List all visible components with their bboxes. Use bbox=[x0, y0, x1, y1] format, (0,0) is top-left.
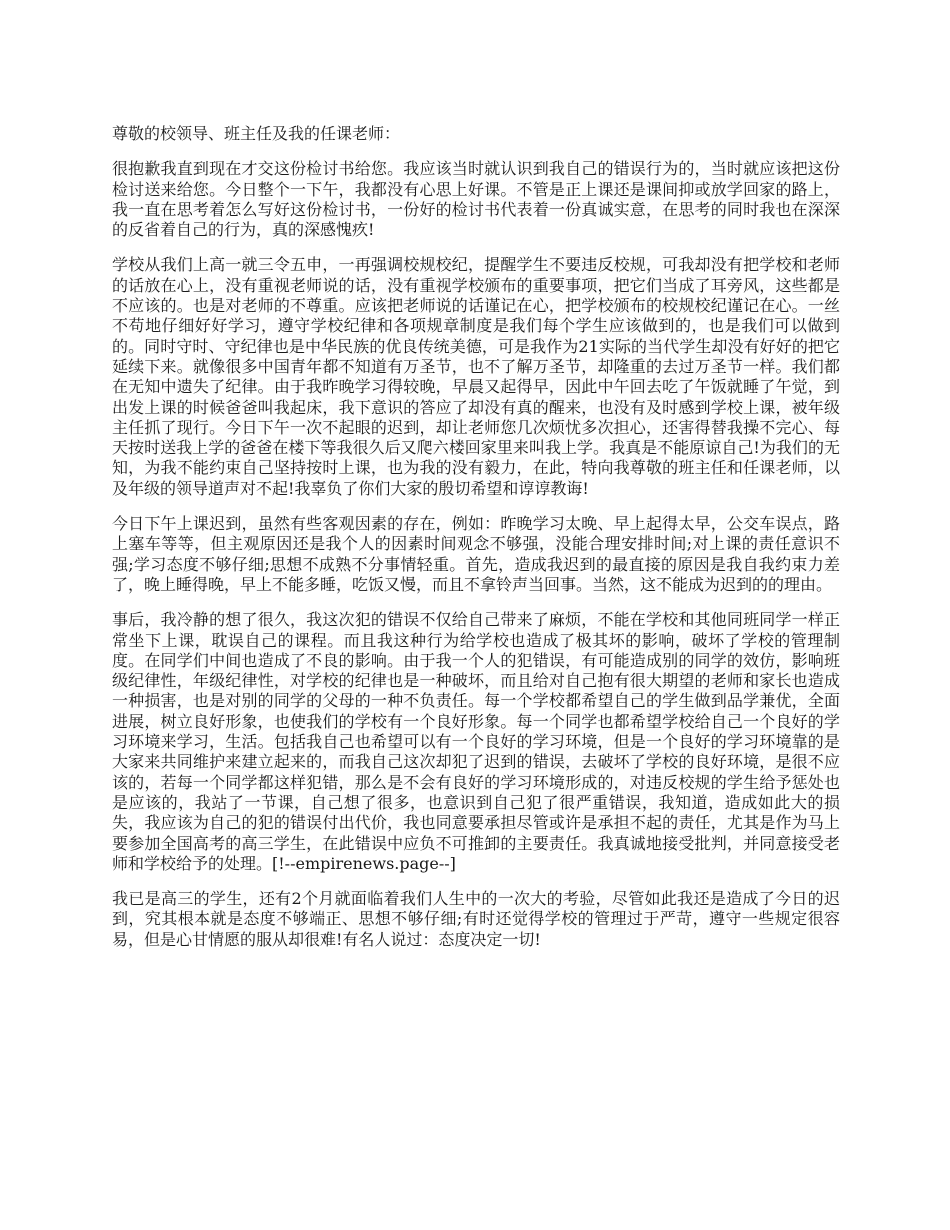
paragraph-school-rules: 学校从我们上高一就三令五申，一再强调校规校纪，提醒学生不要违反校规，可我却没有把学校和老师的话放在心上，没有重视老师说的话，没有重视学校颁布的重要事项，把它们当成了耳旁风，这些都是不应该的。也是对老师的不尊重。应该把老师说的话谨记在心，把学校颁布的校规校纪谨记在心。一丝不苟地仔细好好学习，遵守学校纪律和各项规章制度是我们每个学生应该做到的，也是我们可以做到的。同时守时、守纪律也是中华民族的优良传统美德，可是我作为21实际的当代学生却没有好好的把它延续下来。就像很多中国青年都不知道有万圣节，也不了解万圣节，却隆重的去过万圣节一样。我们都在无知中遗失了纪律。由于我昨晚学习得较晚，早晨又起得早，因此中午回去吃了午饭就睡了午觉，到出发上课的时候爸爸叫我起床，我下意识的答应了却没有真的醒来，也没有及时感到学校上课，被年级主任抓了现行。今日下午一次不起眼的迟到，却让老师您几次烦忧多次担心，还害得替我操不完心、每天按时送我上学的爸爸在楼下等我很久后又爬六楼回家里来叫我上学。我真是不能原谅自己!为我们的无知，为我不能约束自己坚持按时上课，也为我的没有毅力，在此，特向我尊敬的班主任和任课老师，以及年级的领导道声对不起!我辜负了你们大家的殷切希望和谆谆教诲! bbox=[112, 255, 840, 498]
paragraph-conclusion: 我已是高三的学生，还有2个月就面临着我们人生中的一次大的考验，尽管如此我还是造成了今日的迟到，究其根本就是态度不够端正、思想不够仔细;有时还觉得学校的管理过于严苛，遵守一些规定很容易，但是心甘情愿的服从却很难!有名人说过：态度决定一切! bbox=[112, 889, 840, 949]
paragraph-apology: 很抱歉我直到现在才交这份检讨书给您。我应该当时就认识到我自己的错误行为的，当时就应该把这份检讨送来给您。今日整个一下午，我都没有心思上好课。不管是正上课还是课间抑或放学回家的路上，我一直在思考着怎么写好这份检讨书，一份好的检讨书代表着一份真诚实意，在思考的同时我也在深深的反省着自己的行为，真的深感愧疚! bbox=[112, 159, 840, 240]
document-body bbox=[112, 124, 840, 965]
paragraph-reasons: 今日下午上课迟到，虽然有些客观因素的存在，例如：昨晚学习太晚、早上起得太早，公交车误点，路上塞车等等，但主观原因还是我个人的因素时间观念不够强，没能合理安排时间;对上课的责任意识不强;学习态度不够仔细;思想不成熟不分事情轻重。首先，造成我迟到的最直接的原因是我自我约束力差了，晚上睡得晚，早上不能多睡，吃饭又慢，而且不拿铃声当回事。当然，这不能成为迟到的的理由。 bbox=[112, 514, 840, 594]
salutation: 尊敬的校领导、班主任及我的任课老师： bbox=[112, 124, 401, 143]
paragraph-reflection: 事后，我冷静的想了很久，我这次犯的错误不仅给自己带来了麻烦，不能在学校和其他同班同学一样正常坐下上课，耽误自己的课程。而且我这种行为给学校也造成了极其坏的影响，破坏了学校的管理制度。在同学们中间也造成了不良的影响。由于我一个人的犯错误，有可能造成别的同学的效仿，影响班级纪律性，年级纪律性，对学校的纪律也是一种破坏，而且给对自己抱有很大期望的老师和家长也造成一种损害，也是对别的同学的父母的一种不负责任。每一个学校都希望自己的学生做到品学兼优，全面进展，树立良好形象，也使我们的学校有一个良好形象。每一个同学也都希望学校给自己一个良好的学习环境来学习，生活。包括我自己也希望可以有一个良好的学习环境，但是一个良好的学习环境靠的是大家来共同维护来建立起来的，而我自己这次却犯了迟到的错误，去破坏了学校的良好环境，是很不应该的，若每一个同学都这样犯错，那么是不会有良好的学习环境形成的，对违反校规的学生给予惩处也是应该的，我站了一节课，自己想了很多，也意识到自己犯了很严重错误，我知道，造成如此大的损失，我应该为自己的犯的错误付出代价，我也同意要承担尽管或许是承担不起的责任，尤其是作为马上要参加全国高考的高三学生，在此错误中应负不可推卸的主要责任。我真诚地接受批判，并同意接受老师和学校给予的处理。[!--empirenews.page--] bbox=[112, 610, 840, 873]
